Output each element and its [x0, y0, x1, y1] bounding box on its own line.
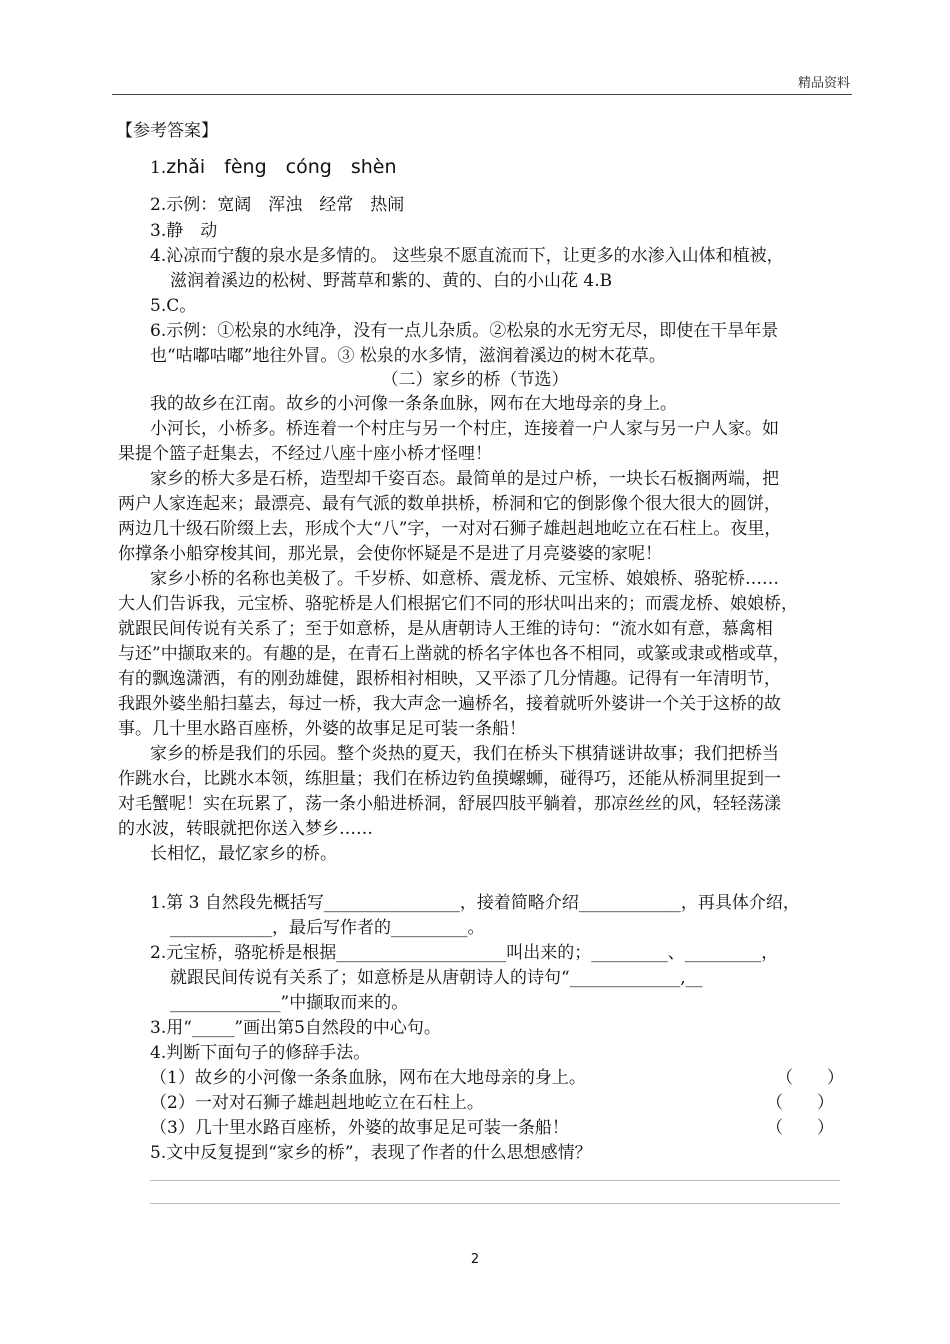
- answer-4-line-2: 滋润着溪边的松树、野蒿草和紫的、黄的、白的小山花 4.B: [170, 271, 613, 291]
- page-number: 2: [470, 1252, 480, 1267]
- question-4: 4.判断下面句子的修辞手法。: [150, 1043, 371, 1063]
- answer-blank-parens[interactable]: （ ）: [766, 1093, 834, 1113]
- answer-2: 2.示例：宽阔 浑浊 经常 热闹: [150, 195, 405, 215]
- question-2-line-1: 2.元宝桥，骆驼桥是根据____________________叫出来的；_________、_________，: [150, 943, 779, 963]
- passage-line: 家乡的桥是我们的乐园。整个炎热的夏天，我们在桥头下棋猜谜讲故事；我们把桥当: [150, 744, 779, 764]
- answers-heading: 【参考答案】: [116, 121, 218, 141]
- answer-line[interactable]: [150, 1180, 840, 1181]
- answer-blank-parens[interactable]: （ ）: [766, 1118, 834, 1138]
- passage-line: 果提个篮子赶集去，不经过八座十座小桥才怪哩！: [118, 444, 492, 464]
- question-2-line-3: _____________”中撷取而来的。: [170, 993, 409, 1013]
- answer-1: [150, 152, 397, 179]
- answer-4-line-1: 4.沁凉而宁馥的泉水是多情的。 这些泉不愿直流而下，让更多的水渗入山体和植被，: [150, 246, 784, 266]
- question-4-item-1: （1）故乡的小河像一条条血脉，网布在大地母亲的身上。: [150, 1068, 586, 1088]
- header-label: 精品资料: [797, 76, 850, 91]
- passage-line: 作跳水台，比跳水本领，练胆量；我们在桥边钓鱼摸螺蛳，碰得巧，还能从桥洞里捉到一: [118, 769, 781, 789]
- passage-line: 两边几十级石阶缀上去，形成个大“八”字，一对对石狮子雄赳赳地屹立在石柱上。夜里，: [118, 519, 782, 539]
- answer-blank-parens[interactable]: （ ）: [776, 1068, 844, 1088]
- header-divider: [112, 94, 852, 95]
- passage-line: 我的故乡在江南。故乡的小河像一条条血脉，网布在大地母亲的身上。: [150, 394, 677, 414]
- passage-line: 对毛蟹呢！实在玩累了，荡一条小船进桥洞，舒展四肢平躺着，那凉丝丝的风，轻轻荡漾: [118, 794, 781, 814]
- passage-line: 与还”中撷取来的。有趣的是，在青石上凿就的桥名字体也各不相同，或篆或隶或楷或草，: [118, 644, 790, 664]
- question-4-item-3: （3）几十里水路百座桥，外婆的故事足足可装一条船！: [150, 1118, 569, 1138]
- passage-line: 长相忆，最忆家乡的桥。: [150, 844, 337, 864]
- passage-line: 大人们告诉我，元宝桥、骆驼桥是人们根据它们不同的形状叫出来的；而震龙桥、娘娘桥，: [118, 594, 798, 614]
- passage-line: 事。几十里水路百座桥，外婆的故事足足可装一条船！: [118, 719, 526, 739]
- question-1-line-1: 1.第 3 自然段先概括写________________，接着简略介绍____________，再具体介绍，: [150, 893, 800, 913]
- passage-line: 的水波，转眼就把你送入梦乡……: [118, 819, 373, 839]
- passage-line: 两户人家连起来；最漂亮、最有气派的数单拱桥，桥洞和它的倒影像个很大很大的圆饼，: [118, 494, 781, 514]
- passage-title: （二）家乡的桥（节选）: [381, 370, 569, 390]
- question-1-line-2: ____________，最后写作者的_________。: [170, 918, 485, 938]
- answer-6-line-2: 也“咕嘟咕嘟”地往外冒。③ 松泉的水多情，滋润着溪边的树木花草。: [150, 346, 666, 366]
- answer-3: 3.静 动: [150, 221, 218, 241]
- question-3: 3.用“_____”画出第5自然段的中心句。: [150, 1018, 441, 1038]
- passage-line: 家乡的桥大多是石桥，造型却千姿百态。最简单的是过户桥，一块长石板搁两端，把: [150, 469, 779, 489]
- question-4-item-2: （2）一对对石狮子雄赳赳地屹立在石柱上。: [150, 1093, 484, 1113]
- question-5: 5.文中反复提到“家乡的桥”，表现了作者的什么思想感情？: [150, 1143, 592, 1163]
- answer-line[interactable]: [150, 1203, 840, 1204]
- passage-line: 我跟外婆坐船扫墓去，每过一桥，我大声念一遍桥名，接着就听外婆讲一个关于这桥的故: [118, 694, 781, 714]
- answer-5: 5.C。: [150, 296, 197, 316]
- answer-1-number: 1.: [150, 158, 167, 178]
- answer-1-pinyin: zhǎi fèng cóng shèn: [166, 156, 397, 178]
- passage-line: 小河长，小桥多。桥连着一个村庄与另一个村庄，连接着一户人家与另一户人家。如: [150, 419, 779, 439]
- question-2-line-2: 就跟民间传说有关系了；如意桥是从唐朝诗人的诗句“_____________,__: [170, 968, 703, 988]
- passage-line: 有的飘逸潇洒，有的刚劲雄健，跟桥相衬相映，又平添了几分情趣。记得有一年清明节，: [118, 669, 781, 689]
- passage-line: 就跟民间传说有关系了；至于如意桥，是从唐朝诗人王维的诗句：“流水如有意，慕禽相: [118, 619, 773, 639]
- passage-line: 家乡小桥的名称也美极了。千岁桥、如意桥、震龙桥、元宝桥、娘娘桥、骆驼桥……: [150, 569, 779, 589]
- passage-line: 你撑条小船穿梭其间，那光景，会使你怀疑是不是进了月亮婆婆的家呢！: [118, 544, 662, 564]
- answer-6-line-1: 6.示例：①松泉的水纯净，没有一点儿杂质。②松泉的水无穷无尽，即使在干旱年景: [150, 321, 779, 341]
